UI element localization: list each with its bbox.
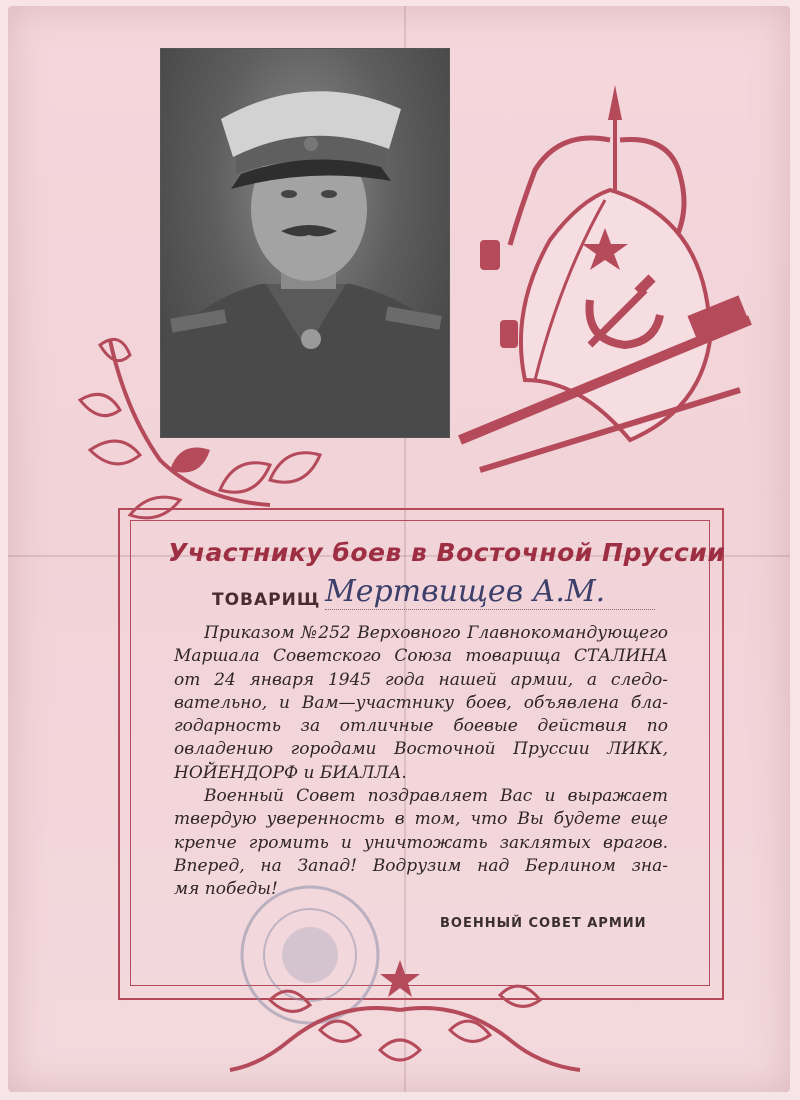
body-line: твердую уверенность в том, что Вы будете еще xyxy=(174,809,668,830)
body-line: овладению городами Восточной Пруссии ЛИКК, xyxy=(174,739,668,760)
body-line: крепче громить и уничтожать заклятых врагов. xyxy=(174,832,668,853)
body-line: Маршала Советского Союза товарища СТАЛИНА xyxy=(174,646,668,667)
certificate-body xyxy=(174,622,668,902)
body-line: Вперед, на Запад! Водрузим над Берлином зна- xyxy=(174,855,668,876)
certificate-heading: Участнику боев в Восточной Пруссии xyxy=(168,538,726,567)
banner-emblem xyxy=(440,80,760,500)
body-line: НОЙЕНДОРФ и БИАЛЛА. xyxy=(174,762,407,783)
body-line: вательно, и Вам—участнику боев, объявлена бла- xyxy=(174,692,668,713)
comrade-name-handwritten: Мертвищев А.М. xyxy=(325,574,655,610)
signature-military-council: ВОЕННЫЙ СОВЕТ АРМИИ xyxy=(440,916,647,931)
body-line: от 24 января 1945 года нашей армии, а следо- xyxy=(174,669,668,690)
body-line: Приказом №252 Верховного Главнокомандующего xyxy=(204,623,668,643)
body-line: годарность за отличные боевые действия по xyxy=(174,716,668,737)
body-line: мя победы! xyxy=(174,879,278,900)
laurel-ornament-bottom xyxy=(210,940,610,1090)
body-line: Военный Совет поздравляет Вас и выражает xyxy=(204,786,668,807)
laurel-ornament-left xyxy=(70,330,370,530)
comrade-label: ТОВАРИЩ xyxy=(212,590,321,610)
